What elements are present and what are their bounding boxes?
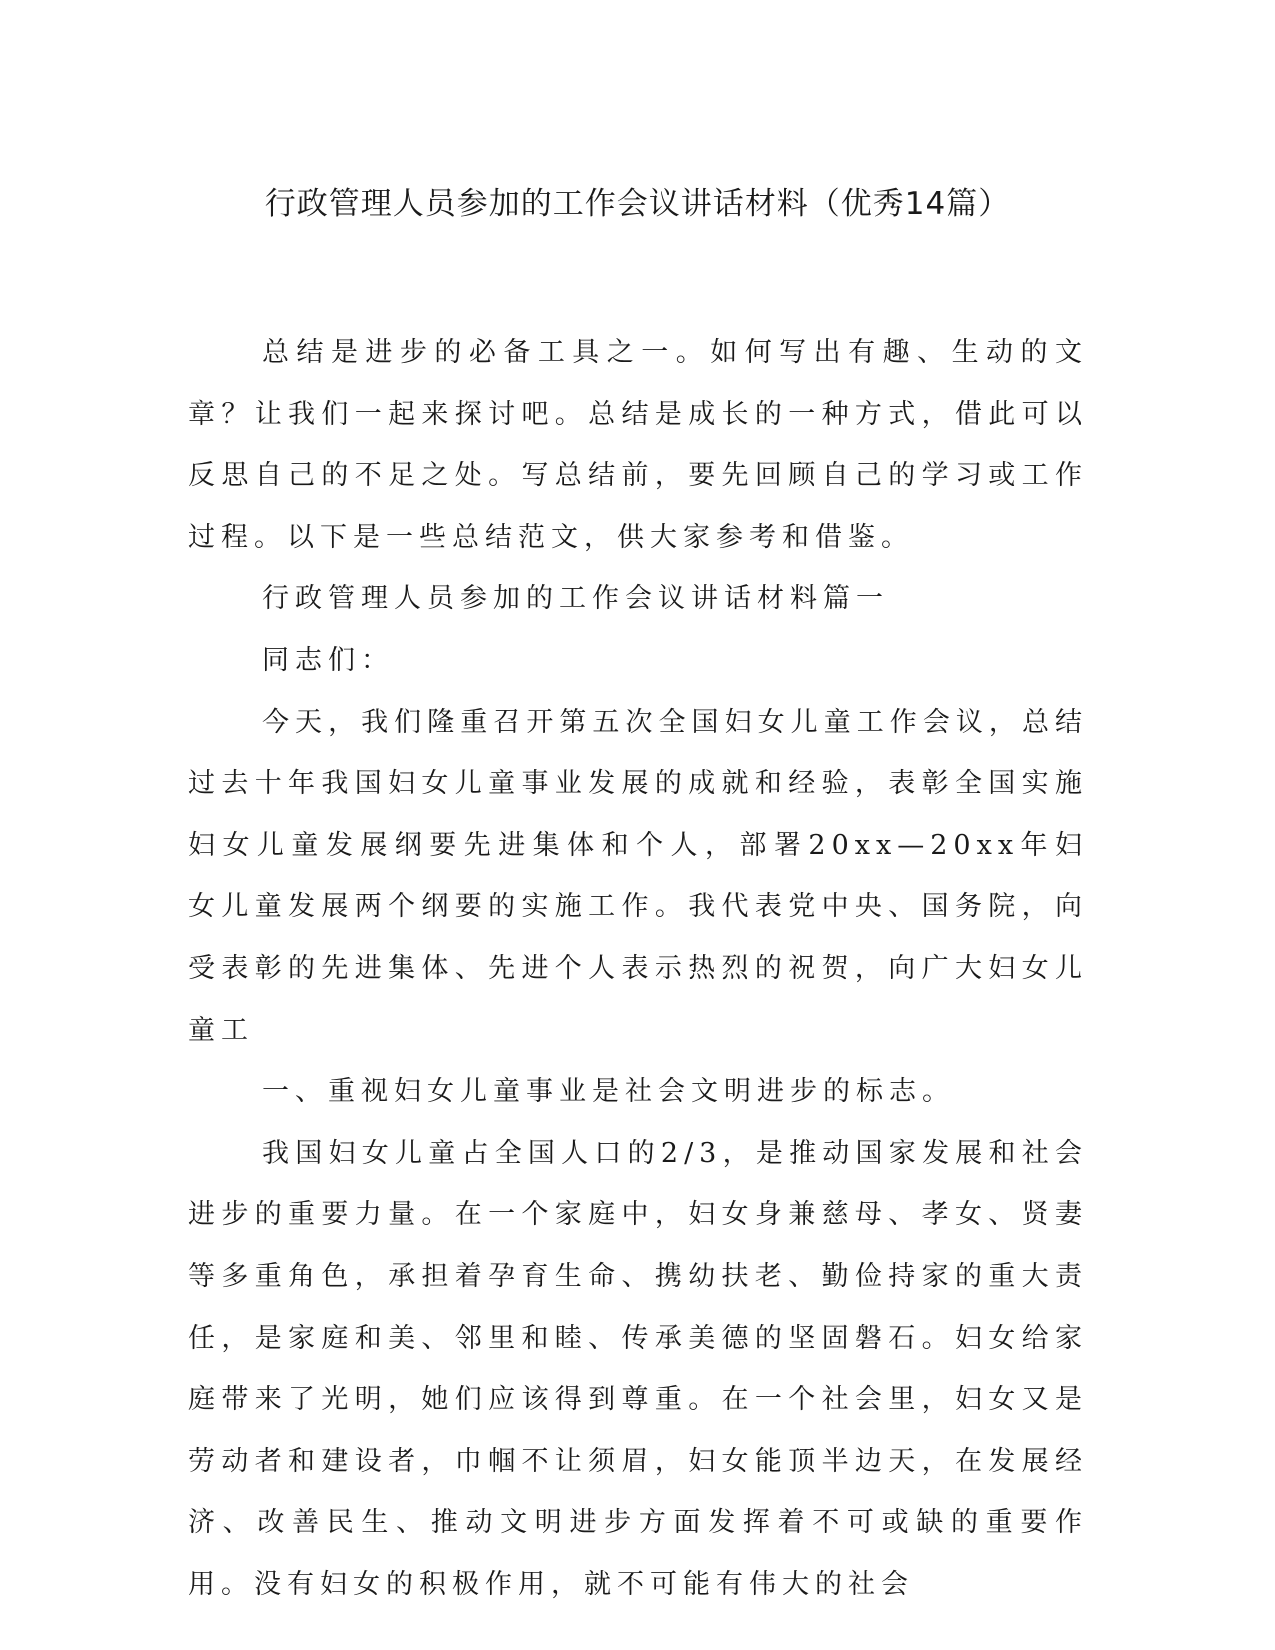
intro-paragraph: 总结是进步的必备工具之一。如何写出有趣、生动的文章？让我们一起来探讨吧。总结是成长的一种方式，借此可以反思自己的不足之处。写总结前，要先回顾自己的学习或工作过程。以下是一些总结范文，供大家参考和借鉴。: [188, 337, 1088, 553]
speech-paragraph: 今天，我们隆重召开第五次全国妇女儿童工作会议，总结过去十年我国妇女儿童事业发展的成就和经验，表彰全国实施妇女儿童发展纲要先进集体和个人，部署20xx—20xx年妇女儿童发展两个纲要的实施工作。我代表党中央、国务院，向受表彰的先进集体、先进个人表示热烈的祝贺，向广大妇女儿童工: [188, 706, 1088, 1046]
point-heading: 一、重视妇女儿童事业是社会文明进步的标志。: [262, 1076, 955, 1108]
document-title: 行政管理人员参加的工作会议讲话材料（优秀14篇）: [264, 186, 1011, 222]
section-heading: 行政管理人员参加的工作会议讲话材料篇一: [262, 583, 889, 615]
salutation: 同志们：: [262, 644, 394, 676]
document-body: [188, 322, 1088, 1615]
speech-paragraph: 我国妇女儿童占全国人口的2/3，是推动国家发展和社会进步的重要力量。在一个家庭中，妇女身兼慈母、孝女、贤妻等多重角色，承担着孕育生命、携幼扶老、勤俭持家的重大责任，是家庭和美、邻里和睦、传承美德的坚固磐石。妇女给家庭带来了光明，她们应该得到尊重。在一个社会里，妇女又是劳动者和建设者，巾帼不让须眉，妇女能顶半边天，在发展经济、改善民生、推动文明进步方面发挥着不可或缺的重要作用。没有妇女的积极作用，就不可能有伟大的社会: [188, 1137, 1088, 1600]
